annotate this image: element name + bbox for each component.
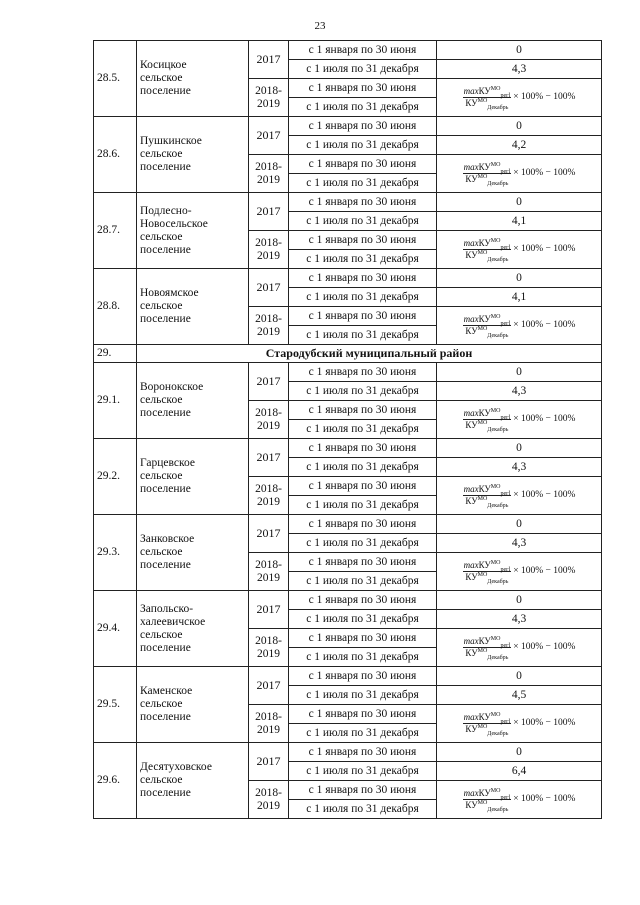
formula-denominator [463,496,512,509]
settlement-name [137,439,249,515]
formula-max: max [463,314,479,324]
period-first-half: с 1 января по 30 июня [289,401,437,420]
year-line: 2019 [257,495,280,508]
formula-numerator [463,87,512,98]
formula-sub: регl [500,794,511,801]
period-second-half: с 1 июля по 31 декабря [289,686,437,705]
period-first-half: с 1 января по 30 июня [289,363,437,382]
period-first-half: с 1 января по 30 июня [289,439,437,458]
settlement-name [137,743,249,819]
formula-sup: МО [477,250,488,256]
formula-ku: КУ [478,560,491,570]
formula-sup: МО [477,326,488,332]
year-2017: 2017 [249,515,289,553]
formula-fraction [463,484,512,509]
year-line: 2018- [255,634,282,647]
settlement-name-line: Подлесно- [140,204,192,217]
value-2017-second-half: 4,1 [437,288,602,307]
formula-sup: МО [477,174,488,180]
formula-max: max [463,86,479,96]
formula-denominator [463,724,512,737]
year-2017: 2017 [249,439,289,477]
formula-numerator [463,239,512,250]
settlement-name-line: сельское [140,546,183,558]
formula-numerator [463,409,512,420]
formula-sub: регl [500,718,511,725]
formula-sup: МО [490,162,501,168]
year-line: 2019 [257,97,280,110]
period-second-half: с 1 июля по 31 декабря [289,762,437,781]
value-2017-second-half: 4,2 [437,136,602,155]
period-first-half: с 1 января по 30 июня [289,155,437,174]
settlement-number: 28.6. [94,117,137,193]
tariff-table-body [94,41,602,819]
formula-max: max [463,238,479,248]
year-line: 2019 [257,647,280,660]
settlement-name-line: Запольско- [140,602,194,615]
period-first-half: с 1 января по 30 июня [289,553,437,572]
formula-fraction [463,86,512,111]
formula-ku: КУ [478,712,491,722]
year-line: 2018- [255,236,282,249]
value-2017-second-half: 4,3 [437,60,602,79]
formula-sub: регl [500,414,511,421]
formula-ku: КУ [465,174,478,184]
settlement-number: 29.5. [94,667,137,743]
table-row [94,743,602,762]
formula-numerator [463,315,512,326]
year-2017: 2017 [249,41,289,79]
year-2018-2019 [249,79,289,117]
formula-sup: МО [490,788,501,794]
settlement-name-line: Каменское [140,685,193,697]
formula-ku: КУ [465,326,478,336]
period-first-half: с 1 января по 30 июня [289,591,437,610]
period-first-half: с 1 января по 30 июня [289,515,437,534]
formula-ku: КУ [478,788,491,798]
formula-sub: Декабрь [487,502,509,509]
year-line: 2018- [255,406,282,419]
settlement-name [137,41,249,117]
settlement-name [137,193,249,269]
period-first-half: с 1 января по 30 июня [289,307,437,326]
formula-ku: КУ [478,314,491,324]
year-2017: 2017 [249,269,289,307]
formula-cell [437,629,602,667]
formula-cell [437,705,602,743]
formula-denominator [463,98,512,111]
formula-denominator [463,174,512,187]
period-second-half: с 1 июля по 31 декабря [289,724,437,743]
region-row [94,345,602,363]
formula-sub: Декабрь [487,256,509,263]
year-line: 2019 [257,799,280,812]
formula-ku: КУ [478,636,491,646]
formula-denominator [463,420,512,433]
settlement-name-line: Пушкинское [140,135,202,147]
settlement-name-line: сельское [140,394,183,406]
settlement-name-line: халеевичское [140,615,206,628]
formula-sub: Декабрь [487,426,509,433]
formula-cell [437,781,602,819]
formula-denominator [463,250,512,263]
year-line: 2019 [257,173,280,186]
settlement-name-line: поселение [140,787,191,799]
formula-sup: МО [490,636,501,642]
period-first-half: с 1 января по 30 июня [289,231,437,250]
year-2017: 2017 [249,363,289,401]
formula-sub: регl [500,92,511,99]
settlement-name-line: поселение [140,313,191,325]
formula-sub: регl [500,168,511,175]
settlement-number: 28.5. [94,41,137,117]
formula-sub: Декабрь [487,730,509,737]
formula-tail: × 100% − 100% [513,642,576,652]
formula-numerator [463,561,512,572]
value-2017-second-half: 4,3 [437,610,602,629]
year-2018-2019 [249,307,289,345]
year-line: 2019 [257,571,280,584]
formula-sup: МО [477,420,488,426]
formula-sup: МО [477,800,488,806]
period-first-half: с 1 января по 30 июня [289,477,437,496]
table-row [94,269,602,288]
table-row [94,591,602,610]
settlement-name-line: сельское [140,72,183,84]
period-first-half: с 1 января по 30 июня [289,41,437,60]
period-first-half: с 1 января по 30 июня [289,79,437,98]
formula-sub: регl [500,490,511,497]
formula-fraction [463,560,512,585]
formula-sub: регl [500,566,511,573]
year-2018-2019 [249,231,289,269]
table-row [94,193,602,212]
formula-sub: регl [500,244,511,251]
settlement-name-line: Новосельское [140,217,208,230]
period-second-half: с 1 июля по 31 декабря [289,174,437,193]
year-line: 2019 [257,723,280,736]
period-second-half: с 1 июля по 31 декабря [289,496,437,515]
formula-sup: МО [477,98,488,104]
formula-numerator [463,637,512,648]
settlement-name-line: сельское [140,628,183,641]
year-line: 2019 [257,325,280,338]
formula-cell [437,155,602,193]
formula-cell [437,307,602,345]
value-2017-second-half: 4,3 [437,458,602,477]
settlement-name-line: Занковское [140,533,195,545]
settlement-number: 29.3. [94,515,137,591]
settlement-number: 29.1. [94,363,137,439]
year-2017: 2017 [249,117,289,155]
formula-ku: КУ [478,484,491,494]
period-second-half: с 1 июля по 31 декабря [289,458,437,477]
period-first-half: с 1 января по 30 июня [289,781,437,800]
settlement-name-line: поселение [140,559,191,571]
value-2017-second-half: 4,3 [437,382,602,401]
formula-ku: КУ [465,496,478,506]
formula-sup: МО [477,496,488,502]
formula-numerator [463,789,512,800]
year-2017: 2017 [249,667,289,705]
year-2018-2019 [249,629,289,667]
value-2017-first-half: 0 [437,363,602,382]
year-line: 2019 [257,249,280,262]
value-2017-first-half: 0 [437,193,602,212]
formula-ku: КУ [478,86,491,96]
table-row [94,439,602,458]
formula-denominator [463,800,512,813]
value-2017-first-half: 0 [437,41,602,60]
value-2017-second-half: 6,4 [437,762,602,781]
formula-max: max [463,712,479,722]
year-2018-2019 [249,553,289,591]
formula-cell [437,231,602,269]
value-2017-first-half: 0 [437,439,602,458]
formula-max: max [463,484,479,494]
formula-ku: КУ [465,98,478,108]
value-2017-first-half: 0 [437,591,602,610]
formula-fraction [463,788,512,813]
formula-max: max [463,408,479,418]
settlement-name-line: поселение [140,483,191,495]
formula-fraction [463,636,512,661]
region-title: Стародубский муниципальный район [137,345,602,363]
settlement-name-line: сельское [140,148,183,160]
formula-numerator [463,485,512,496]
year-2017: 2017 [249,591,289,629]
year-2017: 2017 [249,743,289,781]
region-number: 29. [94,345,137,363]
formula-tail: × 100% − 100% [513,92,576,102]
formula-ku: КУ [478,162,491,172]
settlement-name-line: поселение [140,711,191,723]
settlement-name-line: поселение [140,641,191,654]
period-first-half: с 1 января по 30 июня [289,629,437,648]
settlement-name-line: сельское [140,698,183,710]
period-second-half: с 1 июля по 31 декабря [289,382,437,401]
formula-cell [437,401,602,439]
period-first-half: с 1 января по 30 июня [289,269,437,288]
formula-fraction [463,238,512,263]
formula-fraction [463,712,512,737]
period-first-half: с 1 января по 30 июня [289,193,437,212]
period-second-half: с 1 июля по 31 декабря [289,212,437,231]
settlement-name [137,117,249,193]
period-first-half: с 1 января по 30 июня [289,743,437,762]
formula-sub: Декабрь [487,104,509,111]
table-row [94,515,602,534]
table-row [94,117,602,136]
period-second-half: с 1 июля по 31 декабря [289,250,437,269]
value-2017-first-half: 0 [437,743,602,762]
value-2017-second-half: 4,5 [437,686,602,705]
formula-sub: регl [500,642,511,649]
formula-fraction [463,162,512,187]
formula-sup: МО [490,560,501,566]
formula-cell [437,553,602,591]
year-2018-2019 [249,477,289,515]
settlement-name-line: сельское [140,470,183,482]
formula-sub: регl [500,320,511,327]
formula-sub: Декабрь [487,654,509,661]
year-line: 2018- [255,160,282,173]
year-line: 2018- [255,558,282,571]
formula-tail: × 100% − 100% [513,244,576,254]
formula-ku: КУ [465,572,478,582]
formula-fraction [463,408,512,433]
formula-fraction [463,314,512,339]
value-2017-first-half: 0 [437,269,602,288]
settlement-name-line: поселение [140,85,191,97]
page-number: 23 [314,20,326,32]
formula-sup: МО [490,484,501,490]
formula-ku: КУ [465,648,478,658]
settlement-name-line: поселение [140,161,191,173]
year-2018-2019 [249,781,289,819]
formula-sup: МО [490,408,501,414]
table-row [94,41,602,60]
formula-tail: × 100% − 100% [513,718,576,728]
settlement-name [137,515,249,591]
period-first-half: с 1 января по 30 июня [289,117,437,136]
formula-sup: МО [490,238,501,244]
formula-tail: × 100% − 100% [513,168,576,178]
formula-tail: × 100% − 100% [513,414,576,424]
settlement-name-line: Воронокское [140,381,204,393]
value-2017-second-half: 4,3 [437,534,602,553]
settlement-name-line: Десятуховское [140,761,212,773]
formula-numerator [463,713,512,724]
formula-ku: КУ [465,800,478,810]
period-second-half: с 1 июля по 31 декабря [289,420,437,439]
formula-sup: МО [490,86,501,92]
settlement-name [137,591,249,667]
tariff-table [93,40,602,819]
formula-sup: МО [477,648,488,654]
formula-denominator [463,326,512,339]
period-second-half: с 1 июля по 31 декабря [289,326,437,345]
formula-denominator [463,648,512,661]
year-line: 2018- [255,710,282,723]
year-line: 2019 [257,419,280,432]
year-2017: 2017 [249,193,289,231]
formula-numerator [463,163,512,174]
formula-max: max [463,636,479,646]
formula-max: max [463,560,479,570]
settlement-name-line: сельское [140,774,183,786]
period-second-half: с 1 июля по 31 декабря [289,60,437,79]
value-2017-second-half: 4,1 [437,212,602,231]
settlement-name [137,363,249,439]
settlement-name-line: сельское [140,300,183,312]
year-2018-2019 [249,155,289,193]
table-row [94,363,602,382]
year-line: 2018- [255,84,282,97]
formula-sup: МО [477,572,488,578]
table-row [94,667,602,686]
formula-sup: МО [490,314,501,320]
formula-sub: Декабрь [487,332,509,339]
settlement-name-line: поселение [140,407,191,419]
year-2018-2019 [249,401,289,439]
formula-ku: КУ [478,408,491,418]
settlement-name-line: поселение [140,243,191,256]
formula-tail: × 100% − 100% [513,566,576,576]
period-first-half: с 1 января по 30 июня [289,667,437,686]
formula-ku: КУ [465,250,478,260]
formula-sup: МО [477,724,488,730]
period-second-half: с 1 июля по 31 декабря [289,136,437,155]
formula-ku: КУ [465,420,478,430]
settlement-name-line: Новоямское [140,287,199,299]
period-second-half: с 1 июля по 31 декабря [289,534,437,553]
year-2018-2019 [249,705,289,743]
settlement-number: 29.4. [94,591,137,667]
formula-tail: × 100% − 100% [513,320,576,330]
formula-max: max [463,162,479,172]
value-2017-first-half: 0 [437,515,602,534]
settlement-name-line: Гарцевское [140,457,195,469]
formula-denominator [463,572,512,585]
period-second-half: с 1 июля по 31 декабря [289,288,437,307]
year-line: 2018- [255,312,282,325]
formula-cell [437,79,602,117]
settlement-number: 29.2. [94,439,137,515]
formula-sup: МО [490,712,501,718]
settlement-name-line: Косицкое [140,59,187,71]
period-second-half: с 1 июля по 31 декабря [289,800,437,819]
year-line: 2018- [255,482,282,495]
formula-tail: × 100% − 100% [513,794,576,804]
formula-sub: Декабрь [487,806,509,813]
value-2017-first-half: 0 [437,117,602,136]
formula-ku: КУ [465,724,478,734]
settlement-number: 29.6. [94,743,137,819]
formula-max: max [463,788,479,798]
settlement-name [137,269,249,345]
period-second-half: с 1 июля по 31 декабря [289,572,437,591]
period-second-half: с 1 июля по 31 декабря [289,648,437,667]
formula-ku: КУ [478,238,491,248]
settlement-name-line: сельское [140,230,183,243]
settlement-name [137,667,249,743]
formula-cell [437,477,602,515]
formula-tail: × 100% − 100% [513,490,576,500]
settlement-number: 28.8. [94,269,137,345]
formula-sub: Декабрь [487,578,509,585]
period-first-half: с 1 января по 30 июня [289,705,437,724]
value-2017-first-half: 0 [437,667,602,686]
settlement-number: 28.7. [94,193,137,269]
year-line: 2018- [255,786,282,799]
formula-sub: Декабрь [487,180,509,187]
period-second-half: с 1 июля по 31 декабря [289,610,437,629]
period-second-half: с 1 июля по 31 декабря [289,98,437,117]
